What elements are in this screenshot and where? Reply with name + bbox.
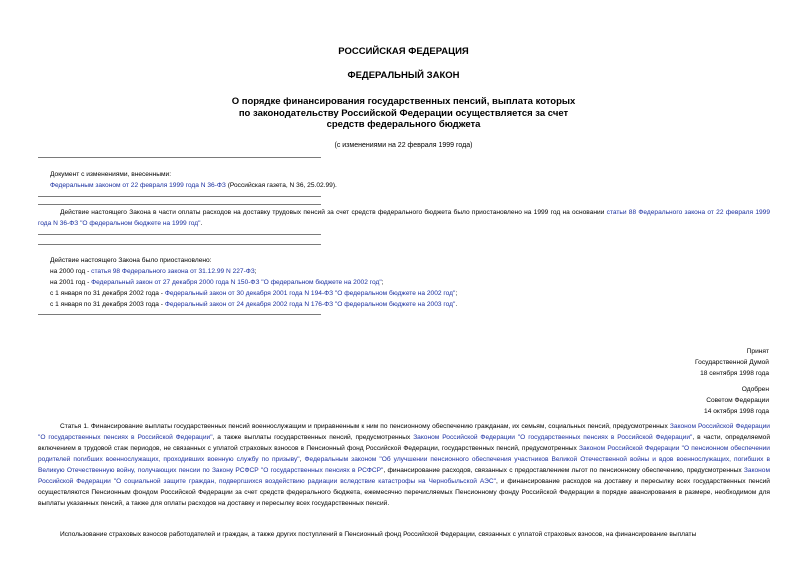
suspension-law-link[interactable]: Федеральный закон от 24 декабря 2002 года N 176-ФЗ "О федеральном бюджете на 2003 год": [164, 301, 456, 308]
accepted-block: Принят Государственной Думой 18 сентября 1998 года: [695, 348, 769, 377]
amendment-law-link[interactable]: Федеральным законом от 22 февраля 1999 года N 36-ФЗ: [50, 182, 226, 189]
law-title: [200, 96, 607, 131]
law-type-heading: ФЕДЕРАЛЬНЫЙ ЗАКОН: [347, 70, 460, 81]
country-heading: РОССИЙСКАЯ ФЕДЕРАЦИЯ: [338, 46, 469, 57]
approved-block: Одобрен Советом Федерации 14 октября 1998 года: [704, 386, 769, 415]
law-reference-link[interactable]: Законом Российской Федерации "О государственных пенсиях в Российской Федерации": [413, 434, 693, 441]
divider: [38, 157, 321, 158]
law-reference-link[interactable]: Федеральным законом "Об улучшении пенсионного обеспечения участников Великой Отечественной войны и вдов военнослужащих, погибших в Великую Отечественную войну, получающих пенсии по Закону РСФСР "О государственных пенсиях в РСФСР": [38, 456, 770, 474]
divider: [38, 204, 321, 205]
paragraph-2: Использование страховых взносов работодателей и граждан, а также других поступлений в Пенсионный фонд Российской Федерации, связанных с уплатой страховых взносов, на финансирование выплаты: [60, 531, 697, 538]
law-title-line: средств федерального бюджета: [326, 119, 481, 130]
changes-line: [50, 180, 337, 191]
divider: [38, 244, 321, 245]
suspension-1999-note: Действие настоящего Закона в части оплаты расходов на доставку трудовых пенсий за счет средств федерального бюджета было приостановлено на 1999 год на основании статьи 88 Федерального закона от 22 февраля 1999 года N 36-ФЗ "О федеральном бюджете на 1999 год".: [38, 209, 771, 227]
suspension-item: с 1 января по 31 декабря 2003 года - Федеральный закон от 24 декабря 2002 года N 176-ФЗ "О федеральном бюджете на 2003 год".: [50, 301, 458, 308]
divider: [38, 234, 321, 235]
law-title-line: по законодательству Российской Федерации осуществляется за счет: [238, 107, 569, 119]
suspensions-heading: Действие настоящего Закона было приостановлено:: [50, 257, 212, 264]
article-88-link[interactable]: статьи 88 Федерального закона от 22 февраля 1999 года N 36-ФЗ "О федеральном бюджете на 1999 год": [38, 209, 771, 227]
suspension-law-link[interactable]: Федеральный закон от 30 декабря 2001 года N 194-ФЗ "О федеральном бюджете на 2002 год": [164, 290, 456, 297]
suspension-law-link[interactable]: Федеральный закон от 27 декабря 2000 года N 150-ФЗ "О федеральном бюджете на 2002 год": [91, 279, 382, 286]
suspension-item: с 1 января по 31 декабря 2002 года - Федеральный закон от 30 декабря 2001 года N 194-ФЗ "О федеральном бюджете на 2002 год";: [50, 290, 458, 297]
changes-heading: Документ с изменениями, внесенными:: [50, 171, 172, 178]
article-1: Статья 1. Финансирование выплаты государственных пенсий военнослужащим и приравненным к ним по пенсионному обеспечению гражданам, их семьям, социальных пенсий, предусмотренных Законом Российской Федерации "О государственных пенсиях в Российской Федерации", а также выплаты государственных пенсий, предусмотренных Законом Российской Федерации "О государственных пенсиях в Российской Федерации", в части, определяемой включением в трудовой стаж периодов, не связанных с уплатой страховых взносов в Пенсионный фонд Российской Федерации, государственных пенсий, предусмотренных Законом Российской Федерации "О пенсионном обеспечении родителей погибших военнослужащих, проходивших военную службу по призыву", Федеральным законом "Об улучшении пенсионного обеспечения участников Великой Отечественной войны и вдов военнослужащих, погибших в Великую Отечественную войну, получающих пенсии по Закону РСФСР "О государственных пенсиях в РСФСР", финансирование расходов, связанных с предоставлением льгот по пенсионному обеспечению, предусмотренных Законом Российской Федерации "О социальной защите граждан, подвергшихся воздействию радиации вследствие катастрофы на Чернобыльской АЭС", и финансирование расходов на доставку и пересылку всех государственных пенсий осуществляются Пенсионным фондом Российской Федерации за счет средств федерального бюджета, ежемесячно перечисляемых Пенсионному фонду Российской Федерации в порядке авансирования в размере, необходимом для выплаты указанных пенсий, а также для оплаты расходов на доставку и пересылку всех государственных пенсий.: [38, 423, 771, 507]
amendment-note: (с изменениями на 22 февраля 1999 года): [334, 142, 473, 149]
law-reference-link[interactable]: Законом Российской Федерации "О государственных пенсиях в Российской Федерации": [38, 423, 770, 441]
law-reference-link[interactable]: Законом Российской Федерации "О социальной защите граждан, подвергшихся воздействию радиации вследствие катастрофы на Чернобыльской АЭС": [38, 467, 771, 485]
suspension-item: на 2001 год - Федеральный закон от 27 декабря 2000 года N 150-ФЗ "О федеральном бюджете на 2002 год";: [50, 279, 384, 286]
law-reference-link[interactable]: Законом Российской Федерации "О пенсионном обеспечении родителей погибших военнослужащих, проходивших военную службу по призыву": [38, 445, 770, 463]
law-title-line: О порядке финансирования государственных пенсий, выплата которых: [231, 96, 576, 107]
divider: [38, 314, 321, 315]
suspension-item: на 2000 год - статья 98 Федерального закона от 31.12.99 N 227-ФЗ;: [50, 268, 257, 275]
suspension-law-link[interactable]: статья 98 Федерального закона от 31.12.99 N 227-ФЗ: [91, 268, 255, 275]
divider: [38, 196, 321, 197]
changes-source: (Российская газета, N 36, 25.02.99).: [225, 182, 337, 189]
